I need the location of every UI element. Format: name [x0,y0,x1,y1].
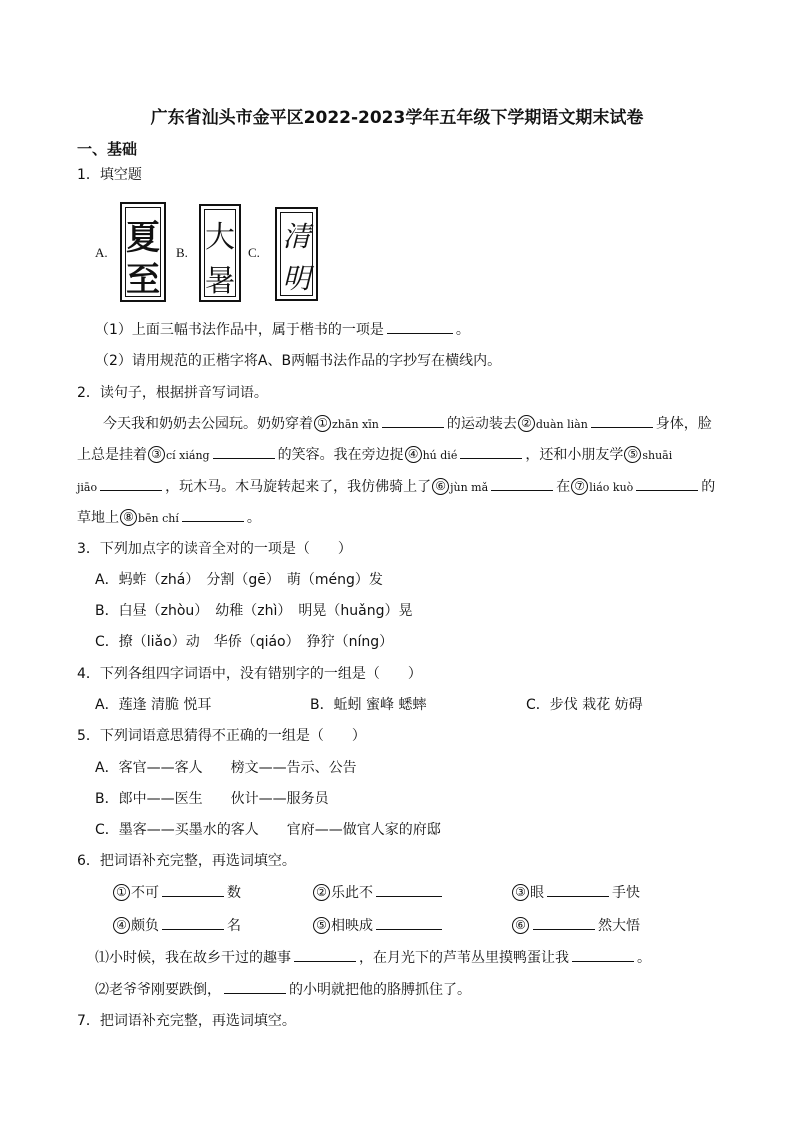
answer-blank[interactable] [387,320,453,334]
section-heading: 一、基础 [77,140,138,158]
text: ，还和小朋友学 [525,447,624,463]
circled-number: ② [518,415,535,432]
calligraphy-char: 夏 [126,218,160,258]
circled-number: ⑥ [512,917,529,934]
answer-blank[interactable] [162,883,224,897]
text: 身体，脸 [655,416,712,432]
answer-blank[interactable] [376,916,442,930]
question-3-label: 3．下列加点字的读音全对的一项是（ ） [77,541,352,557]
question-2-line-2 [77,445,672,466]
text: 今天我和奶奶去公园玩。奶奶穿着 [103,416,313,432]
option-c[interactable]: C．撩（liǎo）动 华侨（qiáo） 狰狞（níng） [95,634,394,650]
text: 的运动装去 [446,416,517,432]
text: 的笑容。我在旁边捉 [277,447,404,463]
text: 的小明就把他的胳膊抓住了。 [289,982,471,998]
pinyin: duàn liàn [535,418,588,431]
question-2-label: 2．读句子，根据拼音写词语。 [77,385,268,401]
text: 上总是挂着 [77,447,147,463]
answer-blank[interactable] [382,414,444,428]
answer-blank[interactable] [572,948,634,962]
option-b[interactable]: B．白昼（zhòu） 幼稚（zhì） 明晃（huǎng）晃 [95,603,413,619]
text: ⑵老爷爷刚要跌倒， [95,982,221,998]
idiom-item-6 [511,916,640,936]
answer-blank[interactable] [224,980,286,994]
question-2-line-3 [77,477,715,498]
answer-blank[interactable] [491,477,553,491]
answer-blank[interactable] [182,508,244,522]
text: 草地上 [77,510,119,526]
pinyin: zhān xīn [332,418,379,431]
option-a[interactable]: A．客官——客人 榜文——告示、公告 [95,760,357,776]
calligraphy-char: 至 [126,260,160,300]
idiom-item-4 [112,916,241,936]
sub-text: 。 [455,322,470,338]
text: 名 [227,918,241,934]
text: 然大悟 [598,918,640,934]
answer-blank[interactable] [460,445,522,459]
pinyin: jiāo [77,481,98,494]
text: 手快 [612,885,640,901]
option-c[interactable]: C．步伐 栽花 妨碍 [526,697,643,713]
calligraphy-image-b [199,204,241,302]
question-1-sub-1 [95,320,470,340]
option-c-label: C. [248,245,260,260]
answer-blank[interactable] [547,883,609,897]
option-a-label: A. [95,245,108,260]
page-title: 广东省汕头市金平区2022-2023学年五年级下学期语文期末试卷 [150,108,644,128]
calligraphy-char: 大 [205,220,235,255]
option-b-label: B. [176,245,188,260]
circled-number: ① [314,415,331,432]
circled-number: ② [313,884,330,901]
question-6-label: 6．把词语补充完整，再选词填空。 [77,853,296,869]
text: 在 [556,479,571,495]
question-7-label: 7．把词语补充完整，再选词填空。 [77,1013,296,1029]
circled-number: ④ [405,446,422,463]
circled-number: ⑧ [120,509,137,526]
question-2-line-1 [103,414,712,435]
question-1-sub-2: （2）请用规范的正楷字将A、B两幅书法作品的字抄写在横线内。 [95,353,502,369]
answer-blank[interactable] [100,477,162,491]
circled-number: ⑤ [313,917,330,934]
answer-blank[interactable] [376,883,442,897]
answer-blank[interactable] [636,477,698,491]
circled-number: ④ [113,917,130,934]
text: 颇负 [131,918,159,934]
text: 相映成 [331,918,373,934]
text: 的 [701,479,716,495]
idiom-item-5 [312,916,445,936]
answer-blank[interactable] [294,948,356,962]
text: 。 [246,510,261,526]
circled-number: ⑥ [432,478,449,495]
pinyin: bēn chí [138,512,179,525]
answer-blank[interactable] [591,414,653,428]
idiom-item-3 [511,883,640,903]
pinyin: liáo kuò [589,481,634,494]
idiom-item-1 [112,883,241,903]
sub-text: （1）上面三幅书法作品中，属于楷书的一项是 [95,322,384,338]
calligraphy-char: 清 [282,220,311,253]
answer-blank[interactable] [162,916,224,930]
calligraphy-image-a [120,202,166,302]
text: 眼 [530,885,544,901]
question-5-label: 5．下列词语意思猜得不正确的一组是（ ） [77,728,366,744]
option-b[interactable]: B．郎中——医生 伙计——服务员 [95,791,329,807]
text: 不可 [131,885,159,901]
option-a[interactable]: A．莲逢 清脆 悦耳 [95,697,212,713]
pinyin: cí xiáng [166,449,210,462]
text: 。 [637,950,651,966]
text: ，玩木马。木马旋转起来了，我仿佛骑上了 [165,479,432,495]
question-4-label: 4．下列各组四字词语中，没有错别字的一组是（ ） [77,666,422,682]
pinyin: jùn mǎ [450,481,489,494]
question-2-line-4 [77,508,261,529]
question-1-label: 1．填空题 [77,167,142,183]
option-a[interactable]: A．蚂蚱（zhá） 分割（gē） 萌（méng）发 [95,572,383,588]
answer-blank[interactable] [533,916,595,930]
pinyin: hú dié [422,449,458,462]
calligraphy-char: 明 [282,262,311,295]
option-c[interactable]: C．墨客——买墨水的客人 官府——做官人家的府邸 [95,822,441,838]
circled-number: ① [113,884,130,901]
circled-number: ③ [512,884,529,901]
circled-number: ⑦ [571,478,588,495]
text: ，在月光下的芦苇丛里摸鸭蛋让我 [359,950,569,966]
calligraphy-char: 暑 [205,264,235,299]
idiom-item-2 [312,883,445,903]
circled-number: ⑤ [624,446,641,463]
calligraphy-image-c [275,207,318,301]
pinyin: shuāi [642,449,673,462]
question-6-sentence-2 [95,980,471,1000]
answer-blank[interactable] [213,445,275,459]
circled-number: ③ [148,446,165,463]
question-6-sentence-1 [95,948,651,968]
text: 乐此不 [331,885,373,901]
text: ⑴小时候，我在故乡干过的趣事 [95,950,291,966]
text: 数 [227,885,241,901]
option-b[interactable]: B．蚯蚓 蜜峰 蟋蟀 [310,697,427,713]
